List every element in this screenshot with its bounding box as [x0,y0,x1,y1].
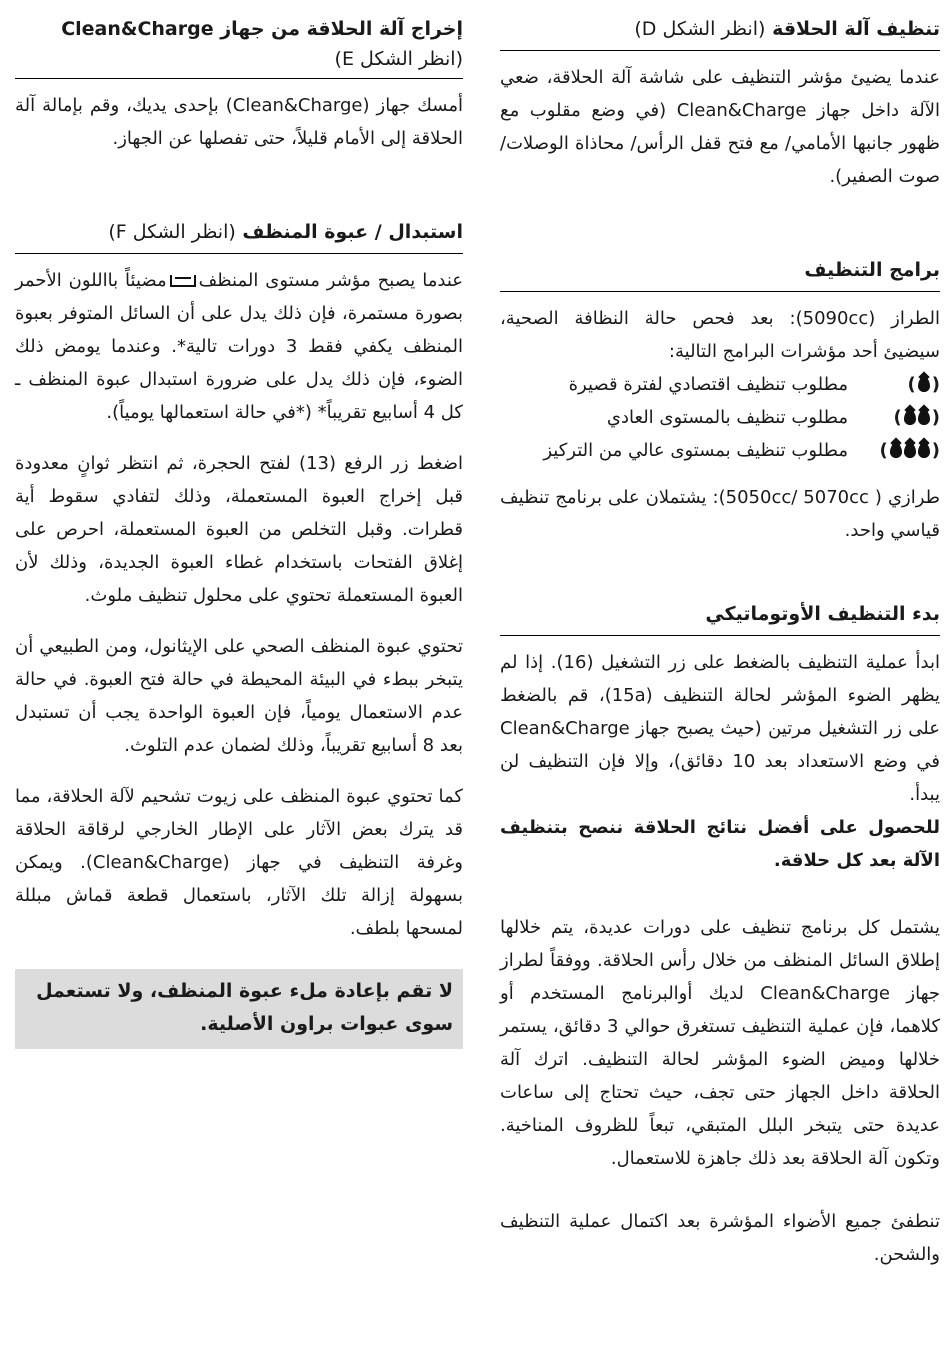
replace-heading-ref: (انظر الشكل F) [108,221,236,243]
cleaning-text: عندما يضيئ مؤشر التنظيف على شاشة آلة الحلاقة، ضعي الآلة داخل جهاز Clean&Charge (في وضع مقلوب مع ظهور جانبها الأمامي/ مع فتح قفل الرأس/ محاذاة الوصلات/ صوت الصفير). [500,67,940,187]
drop-icon [918,377,930,392]
auto-heading [500,599,940,636]
replace-heading [15,217,463,254]
warning-box: لا تقم بإعادة ملء عبوة المنظف، ولا تستعمل سوى عبوات براون الأصلية. [15,969,463,1049]
replace-para-4: كما تحتوي عبوة المنظف على زيوت تشحيم لآلة الحلاقة، مما قد يترك بعض الآثار على الإطار الخارجي لرقاقة الحلاقة وغرفة التنظيف في جهاز (Clean&Charge). ويمكن بسهولة إزالة تلك الآثار، باستعمال قطعة قماش مبللة لمسحها بلطف. [15,786,464,939]
program-row-intensive [500,434,940,467]
cleaning-heading-title: تنظيف آلة الحلاقة [772,18,940,40]
drop-icon [890,443,902,458]
auto-heading-title: بدء التنظيف الأوتوماتيكي [705,603,940,625]
drop-icon [918,410,930,425]
program-label: مطلوب تنظيف بمستوى عالي من التركيز [543,440,848,461]
cleaning-heading-ref: (انظر الشكل D) [634,18,766,40]
program-label: مطلوب تنظيف اقتصادي لفترة قصيرة [568,374,848,395]
auto-bold-advice: للحصول على أفضل نتائج الحلاقة ننصح بتنظيف الآلة بعد كل حلاقة. [500,817,940,871]
program-icon-1-drop: ( ) [907,374,940,395]
replace-para-2: اضغط زر الرفع (13) لفتح الحجرة، ثم انتظر ثوانٍ معدودة قبل إخراج العبوة المستعملة، وذلك لتفادي سقوط أية قطرات. وقبل التخلص من العبوة المستعملة، احرص على إغلاق الفتحات باستخدام غطاء العبوة الجديدة، وذلك لأن العبوة المستعملة تحتوي على محلول تنظيف ملوث. [15,453,463,606]
replace-para-1-start: عندما يصبح مؤشر مستوى المنظف [198,270,463,291]
drop-icon [904,410,916,425]
program-label: مطلوب تنظيف بالمستوى العادي [606,407,848,428]
program-icon-2-drops: ( ) [893,407,940,428]
drop-icon [918,443,930,458]
programs-list [500,368,940,467]
program-icon-3-drops: ( ) [879,440,940,461]
replace-heading-title: استبدال / عبوة المنظف [242,221,463,243]
remove-heading-title: إخراج آلة الحلاقة من جهاز Clean&Charge [61,18,463,40]
remove-heading [15,14,463,79]
replace-para-1-end: مضيئاً بااللون الأحمر بصورة مستمرة، فإن ذلك يدل على أن السائل المتوفر بعبوة المنظف يكفي فقط 3 دورات تالية*. وعندما يومض ذلك الضوء، فإن ذلك يدل على ضرورة استبدال عبوة المنظف ـ كل 4 أسابيع تقريباً* (*في حالة استعمالها يومياً). [15,270,463,423]
left-column [15,0,463,1049]
auto-text: ابدأ عملية التنظيف بالضغط على زر التشغيل (16). إذا لم يظهر الضوء المؤشر لحالة التنظيف (15a)، قم بالضغط على زر التشغيل مرتين (حيث يصبح جهاز Clean&Charge في وضع الاستعداد بعد 10 دقائق)، وإلا فإن التنظيف لن يبدأ. [500,652,940,805]
remove-text: أمسك جهاز (Clean&Charge) بإحدى يديك، وقم بإمالة آلة الحلاقة إلى الأمام قليلاً، حتى تفصلها عن الجهاز. [15,95,464,149]
program-row-normal [500,401,940,434]
cycles-text: يشتمل كل برنامج تنظيف على دورات عديدة، يتم خلالها إطلاق السائل المنظف من خلال رأس الحلاقة. ووفقاً لطراز جهاز Clean&Charge لديك أوالبرنامج المستخدم أو كلاهما، فإن عملية التنظيف تستغرق حوالي 3 دقائق، يستمر خلالها وميض الضوء المؤشر لحالة التنظيف. اترك آلة الحلاقة داخل الجهاز حتى تجف، حيث تحتاج إلى ساعات عديدة حتى يتبخر البلل المتبقي، تبعاً للظروف المناخية. وتكون آلة الحلاقة بعد ذلك جاهزة للاستعمال. [500,917,941,1169]
right-column [500,0,940,1271]
programs-heading [500,255,940,292]
programs-intro: الطراز (5090cc): بعد فحص حالة النظافة الصحية، سيضيئ أحد مؤشرات البرامج التالية: [500,308,941,362]
cleaning-heading [500,14,940,51]
remove-heading-ref: (انظر الشكل E) [334,48,463,70]
replace-para-3: تحتوي عبوة المنظف الصحي على الإيثانول، ومن الطبيعي أن يتبخر ببطء في البيئة المحيطة في حالة فتح العبوة. في حالة عدم الاستعمال يومياً، فإن العبوة الواحدة يجب أن تستبدل بعد 8 أسابيع تقريباً، وذلك لضمان عدم التلوث. [15,636,463,756]
programs-models: طرازي ( 5050cc/ 5070cc): يشتملان على برنامج تنظيف قياسي واحد. [500,487,940,541]
end-text: تنطفئ جميع الأضواء المؤشرة بعد اكتمال عملية التنظيف والشحن. [500,1211,940,1265]
drop-icon [904,443,916,458]
cleaner-level-icon [170,275,196,287]
programs-heading-title: برامج التنظيف [804,259,940,281]
replace-para-1 [15,264,463,429]
program-row-economy [500,368,940,401]
